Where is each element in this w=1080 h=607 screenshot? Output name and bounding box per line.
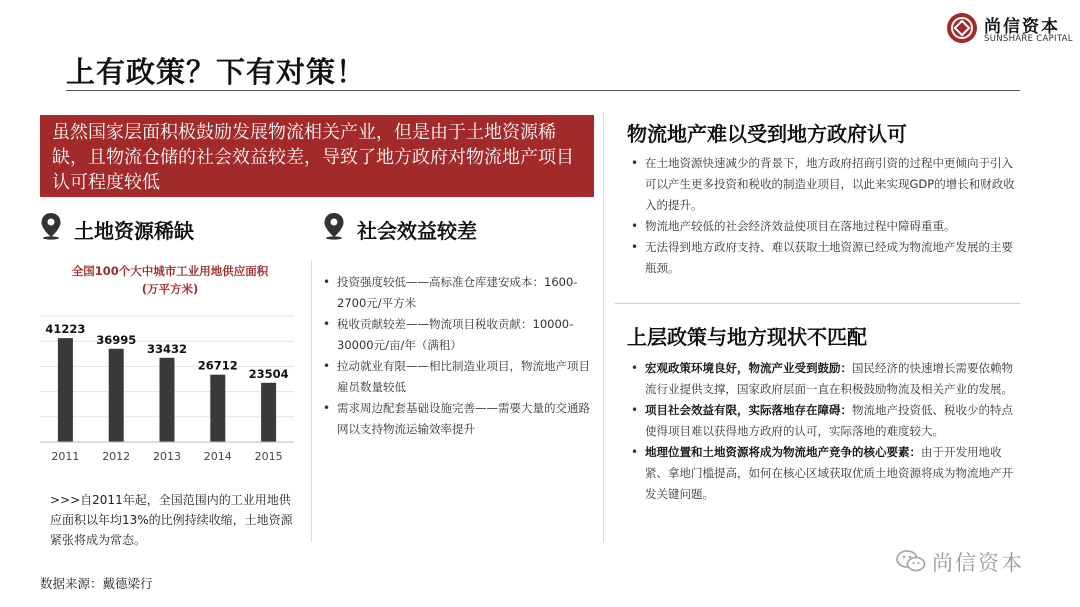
chart-tick-label: 2013 — [153, 450, 181, 463]
item-text: 国民经济的快速增长需要依赖物流行业提供支撑，国家政府层面一直在积极鼓励物流及相关产业的发展。 — [645, 361, 1013, 396]
chart-tick-label: 2014 — [203, 450, 232, 463]
list-item: • 无法得到地方政府支持、难以获取土地资源已经成为物流地产发展的主要瓶颈。 — [631, 237, 1021, 279]
list-item: • 在土地资源快速减少的背景下，地方政府招商引资的过程中更倾向于引入可以产生更多投资和税收的制造业项目，以此来实现GDP的增长和财政收入的提升。 — [631, 153, 1021, 216]
land-section-heading: 土地资源稀缺 — [74, 219, 194, 243]
chart-title-text: 全国100个大中城市工业用地供应面积 — [71, 264, 269, 278]
land-note: >>>自2011年起，全国范围内的工业用地供应面积以年均13%的比例持续收缩，土地资源紧张将成为常态。 — [50, 493, 293, 547]
logo-emblem-icon — [946, 12, 978, 44]
item-bold-lead: 项目社会效益有限，实际落地存在障碍： — [645, 403, 852, 417]
social-section-heading: 社会效益较差 — [357, 219, 477, 243]
right-bottom-bullet-list — [631, 358, 1021, 505]
logo-text-en: SUNSHARE CAPITAL — [984, 34, 1073, 44]
page-title: 上有政策？下有对策！ — [66, 55, 367, 89]
location-pin-icon — [40, 212, 62, 240]
chart-bar — [58, 338, 73, 442]
chart-tick-label: 2011 — [51, 450, 80, 463]
right-top-bullet-list — [631, 153, 1021, 279]
list-item — [631, 442, 1021, 505]
chart-bar — [109, 349, 124, 442]
chart-tick-label: 2012 — [102, 450, 131, 463]
item-bold-lead: 宏观政策环境良好，物流产业受到鼓励： — [645, 361, 852, 375]
chart-data-label: 33432 — [146, 341, 188, 356]
chart-title — [40, 262, 300, 298]
chart-data-label: 41223 — [45, 322, 86, 337]
right-bottom-heading: 上层政策与地方现状不匹配 — [627, 325, 867, 349]
brand-logo — [946, 10, 1074, 50]
location-pin-icon — [323, 212, 345, 240]
chart-data-label: 36995 — [96, 332, 137, 347]
wechat-icon — [896, 549, 926, 573]
wechat-watermark — [896, 547, 1076, 577]
chart-bar — [160, 358, 175, 442]
logo-text-cn: 尚信资本 — [984, 17, 1060, 37]
list-item: • 投资强度较低——高标准仓库建安成本：1600-2700元/平方米 — [323, 272, 591, 314]
item-text: 物流地产投资低、税收少的特点使得项目难以获得地方政府的认可，实际落地的难度较大。 — [645, 403, 1013, 438]
chart-subtitle: (万平方米) — [141, 282, 199, 296]
watermark-text: 尚信资本 — [932, 551, 1024, 575]
list-item: • 物流地产较低的社会经济效益使项目在落地过程中障碍重重。 — [631, 216, 1021, 237]
column-divider — [311, 260, 312, 542]
item-bold-lead: 地理位置和土地资源将成为物流地产竞争的核心要素： — [645, 445, 921, 459]
right-top-heading: 物流地产难以受到地方政府认可 — [627, 122, 907, 146]
chart-bar — [261, 383, 276, 442]
chart-data-label: 26712 — [197, 358, 238, 373]
data-source: 数据来源：戴德梁行 — [40, 576, 153, 591]
list-item — [631, 358, 1021, 400]
list-item: • 税收贡献较差——物流项目税收贡献：10000-30000元/亩/年（满租） — [323, 314, 591, 356]
item-text: 由于开发用地收紧、拿地门槛提高，如何在核心区域获取优质土地资源将成为物流地产开发关键问题。 — [645, 445, 1013, 501]
section-divider — [615, 303, 1020, 304]
column-divider — [603, 112, 604, 542]
summary-banner: 虽然国家层面积极鼓励发展物流相关产业，但是由于土地资源稀缺，且物流仓储的社会效益较差，导致了地方政府对物流地产项目认可程度较低 — [40, 115, 594, 197]
list-item: • 拉动就业有限——相比制造业项目，物流地产项目雇员数量较低 — [323, 356, 591, 398]
chart-data-label: 23504 — [248, 366, 289, 381]
chart-bar — [210, 375, 225, 442]
land-supply-bar-chart — [36, 302, 298, 472]
social-bullet-list — [323, 272, 591, 440]
chart-tick-label: 2015 — [254, 450, 283, 463]
title-divider — [66, 90, 1020, 91]
list-item: • 需求周边配套基础设施完善——需要大量的交通路网以支持物流运输效率提升 — [323, 398, 591, 440]
list-item — [631, 400, 1021, 442]
